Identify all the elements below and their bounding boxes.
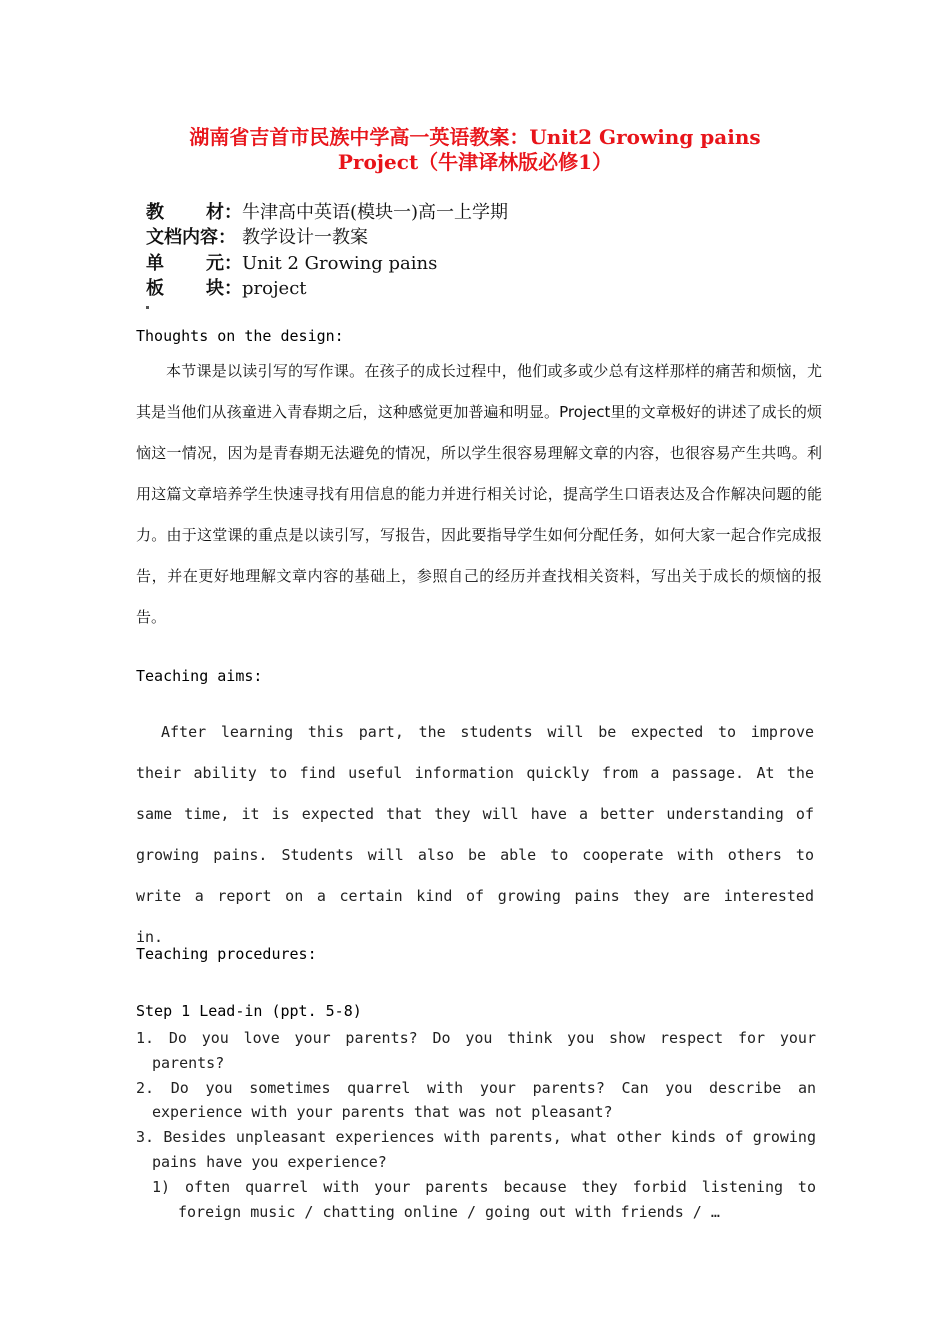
meta-key: [146, 276, 242, 302]
step1-heading: Step 1 Lead-in (ppt. 5-8): [136, 1002, 362, 1020]
list-item: 2. Do you sometimes quarrel with your parents? Can you describe an experience with your parents that was not pleasant?: [136, 1078, 816, 1122]
meta-value-unit: Unit 2 Growing pains: [242, 252, 438, 274]
document-title-line2: Project（牛津译林版必修1）: [337, 150, 613, 174]
meta-key-part: 板: [146, 278, 164, 300]
meta-value-module: project: [242, 278, 307, 300]
document-title-line1: 湖南省吉首市民族中学高一英语教案：Unit2 Growing pains: [189, 125, 761, 149]
procedures-heading: Teaching procedures:: [136, 945, 317, 963]
meta-key-part: 单: [146, 252, 164, 274]
meta-key-part: 教: [146, 201, 164, 223]
meta-block: [146, 200, 508, 302]
meta-key-part: 块：: [206, 278, 242, 300]
list-subitem: 1) often quarrel with your parents because they forbid listening to foreign music / chatting online / going out with friends / …: [152, 1177, 816, 1221]
meta-row-textbook: [146, 200, 508, 226]
aims-heading: Teaching aims:: [136, 667, 263, 685]
meta-row-module: [146, 277, 508, 303]
meta-row-unit: [146, 251, 508, 277]
meta-key-part: 元：: [206, 252, 242, 274]
meta-key: [146, 200, 242, 226]
meta-key: [146, 251, 242, 277]
design-paragraph: 本节课是以读引写的写作课。在孩子的成长过程中，他们或多或少总有这样那样的痛苦和烦恼，尤其是当他们从孩童进入青春期之后，这种感觉更加普遍和明显。Project里的文章极好的讲述了成长的烦恼这一情况，因为是青春期无法避免的情况，所以学生很容易理解文章的内容，也很容易产生共鸣。利用这篇文章培养学生快速寻找有用信息的能力并进行相关讨论，提高学生口语表达及合作解决问题的能力。由于这堂课的重点是以读引写，写报告，因此要指导学生如何分配任务，如何大家一起合作完成报告，并在更好地理解文章内容的基础上，参照自己的经历并查找相关资料，写出关于成长的烦恼的报告。: [136, 362, 822, 626]
list-item: 3. Besides unpleasant experiences with parents, what other kinds of growing pains have you experience?: [136, 1128, 816, 1171]
step1-list: [136, 1026, 816, 1224]
list-item: 1. Do you love your parents? Do you think you show respect for your parents?: [136, 1029, 816, 1072]
aims-paragraph: After learning this part, the students will be expected to improve their ability to find useful information quickly from a passage. At the same time, it is expected that they will have a better understanding of growing pains. Students will also be able to cooperate with others to write a report on a certain kind of growing pains they are interested in.: [136, 723, 814, 946]
meta-row-content: [146, 226, 508, 252]
meta-value-textbook: 牛津高中英语(模块一)高一上学期: [242, 201, 509, 223]
design-heading: Thoughts on the design:: [136, 327, 344, 345]
meta-key-part: 文档内容：: [146, 227, 236, 249]
meta-value-content: 教学设计一教案: [242, 227, 368, 249]
stray-mark: [146, 306, 149, 309]
meta-key-part: 材：: [206, 201, 242, 223]
meta-key: [146, 225, 242, 251]
